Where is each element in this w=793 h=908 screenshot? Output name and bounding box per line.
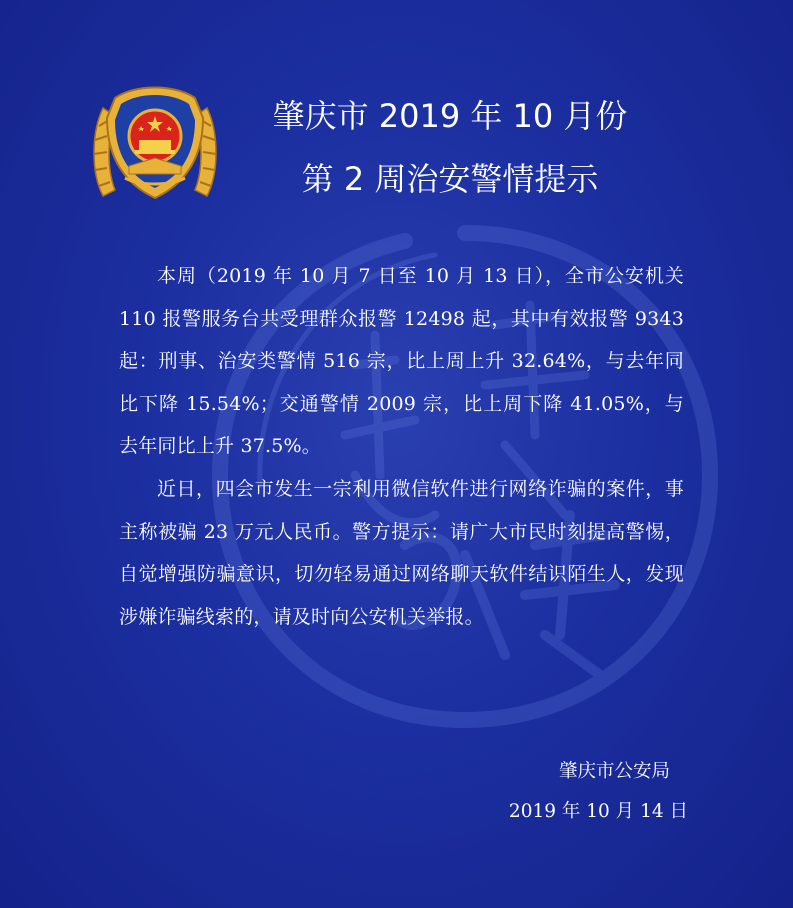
paragraph-fraud-warning: 近日，四会市发生一宗利用微信软件进行网络诈骗的案件，事主称被骗 23 万元人民币。警方提示：请广大市民时刻提高警惕，自觉增强防骗意识，切勿轻易通过网络聊天软件结识陌生人，发现涉嫌诈骗线索的，请及时向公安机关举报。	[119, 477, 684, 628]
document-title-line-1: 肇庆市 2019 年 10 月份	[272, 97, 628, 135]
signature-organization: 肇庆市公安局	[558, 761, 670, 782]
signature-date: 2019 年 10 月 14 日	[508, 801, 688, 822]
document-title-line-2: 第 2 周治安警情提示	[301, 160, 599, 198]
document-body	[119, 255, 684, 638]
police-emblem-icon	[85, 78, 225, 218]
paragraph-weekly-statistics: 本周（2019 年 10 月 7 日至 10 月 13 日），全市公安机关 110 报警服务台共受理群众报警 12498 起，其中有效报警 9343 起：刑事、治安类警情 516 宗，比上周上升 32.64%，与去年同比下降 15.54%；交通警情 2009 宗，比上周下降 41.05%，与去年同比上升 37.5%。	[119, 265, 684, 458]
